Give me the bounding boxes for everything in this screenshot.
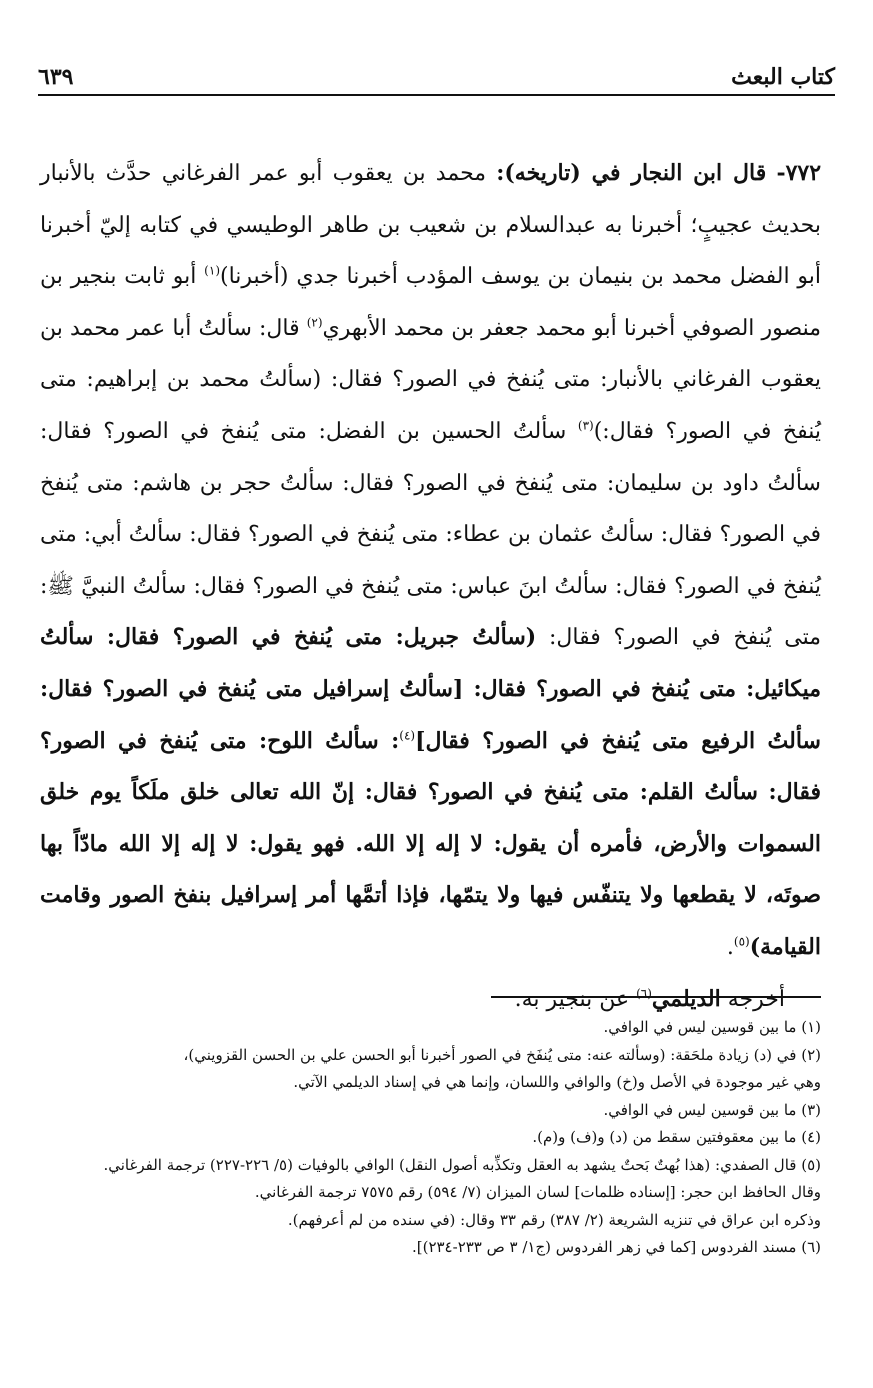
running-title: كتاب البعث bbox=[731, 64, 835, 90]
footnote-line: وهي غير موجودة في الأصل و(خ) والوافي واللسان، وإنما هي في إسناد الديلمي الآتي. bbox=[293, 1073, 821, 1091]
footnote-marker: (٣) bbox=[577, 418, 594, 433]
footnote-line: (١) ما بين قوسين ليس في الوافي. bbox=[603, 1018, 821, 1036]
source-citation: قال ابن النجار في (تاريخه): bbox=[496, 160, 767, 186]
main-text bbox=[40, 148, 821, 1025]
text-segment: عن بنجير به. bbox=[514, 986, 630, 1012]
hadith-paragraph bbox=[40, 148, 821, 974]
footnote-marker: (٢) bbox=[306, 315, 323, 330]
text-segment: قال: سألتُ أبا عمر محمد بن يعقوب الفرغاني بالأنبار: متى يُنفخ في الصور؟ فقال: (سألتُ محمد بن إبراهيم: متى يُنفخ في الصور؟ فقال:) bbox=[40, 315, 822, 444]
footnote-marker: (٤) bbox=[399, 728, 416, 743]
footnote-line: وذكره ابن عراق في تنزيه الشريعة (٢/ ٣٨٧) رقم ٣٣ وقال: (في سنده من لم أعرفهم). bbox=[287, 1210, 821, 1229]
footnote-marker: (١) bbox=[204, 263, 220, 278]
text-segment: محمد بن يعقوب أبو عمر الفرغاني حدَّث بالأنبار بحديث عجيبٍ؛ أخبرنا به عبدالسلام بن شعيب بن طاهر الوطيسي في كتابه إليّ أخبرنا أبو الفضل محمد بن بنيمان بن يوسف المؤدب أخبرنا جدي (أخبرنا) bbox=[40, 161, 822, 290]
footnotes bbox=[40, 1014, 821, 1262]
text-segment: . bbox=[726, 934, 734, 960]
footnote-marker: (٥) bbox=[733, 934, 750, 949]
bold-text-segment: : سألتُ اللوح: متى يُنفخ في الصور؟ فقال: سألتُ القلم: متى يُنفخ في الصور؟ فقال: إنّ الله تعالى خلق ملَكاً يوم خلق السموات والأرض، فأمره أن يقول: لا إله إلا الله. فهو يقول: لا إله إلا الله مادّاً بها صوتَه، لا يقطعها ولا يتنفّس فيها ولا يتمّها، فإذا أتمَّها أمر إسرافيل بنفخ الصور وقامت القيامة) bbox=[40, 727, 822, 960]
footnote-line: (٢) في (د) زيادة ملحَقة: (وسألته عنه: متى يُنفَخ في الصور أخبرنا أبو الحسن علي بن الحسن القزويني)، bbox=[183, 1045, 821, 1064]
footnote-line: وقال الحافظ ابن حجر: [إسناده ظلمات] لسان الميزان (٧/ ٥٩٤) رقم ٧٥٧٥ ترجمة الفرغاني. bbox=[254, 1183, 821, 1201]
footnote-line: (٦) مسند الفردوس [كما في زهر الفردوس (ج١/ ٣ ص ٢٣٣-٢٣٤)]. bbox=[411, 1238, 821, 1256]
footnote-line: (٥) قال الصفدي: (هذا بُهتٌ بَحتٌ يشهد به العقل وتكذِّبه أصول النقل) الوافي بالوفيات (٥/ ٢٢٦-٢٢٧) ترجمة الفرغاني. bbox=[103, 1155, 821, 1174]
bold-text-segment: (سألتُ جبريل: متى يُنفخ في الصور؟ فقال: سألتُ ميكائيل: متى يُنفخ في الصور؟ فقال: [سألتُ إسرافيل متى يُنفخ في الصور؟ فقال: سألتُ الرفيع متى يُنفخ في الصور؟ فقال] bbox=[40, 624, 821, 754]
bold-text-segment: الديلمي bbox=[651, 985, 721, 1012]
footnote-divider bbox=[491, 996, 821, 998]
page-number: ٦٣٩ bbox=[38, 64, 74, 90]
text-segment: أبو ثابت بنجير بن منصور الصوفي أخبرنا أبو محمد جعفر بن محمد الأبهري bbox=[40, 264, 821, 341]
footnote-marker: (٦) bbox=[636, 986, 652, 1001]
page-header bbox=[38, 52, 835, 96]
footnote-line: (٤) ما بين معقوفتين سقط من (د) و(ف) و(م). bbox=[532, 1128, 821, 1146]
text-segment: أخرجه bbox=[727, 986, 785, 1012]
entry-number: ٧٧٢- bbox=[776, 160, 822, 186]
footnote-line: (٣) ما بين قوسين ليس في الوافي. bbox=[603, 1100, 821, 1119]
text-segment: سألتُ الحسين بن الفضل: متى يُنفخ في الصور؟ فقال: سألتُ داود بن سليمان: متى يُنفخ في الصور؟ فقال: سألتُ حجر بن هاشم: متى يُنفخ في الصور؟ فقال: سألتُ عثمان بن عطاء: متى يُنفخ في الصور؟ فقال: سألتُ أبي: متى يُنفخ في الصور؟ فقال: سألتُ ابنَ عباس: متى يُنفخ في الصور؟ فقال: سألتُ النبيَّ ﷺ: متى يُنفخ في الصور؟ فقال: bbox=[40, 418, 821, 651]
